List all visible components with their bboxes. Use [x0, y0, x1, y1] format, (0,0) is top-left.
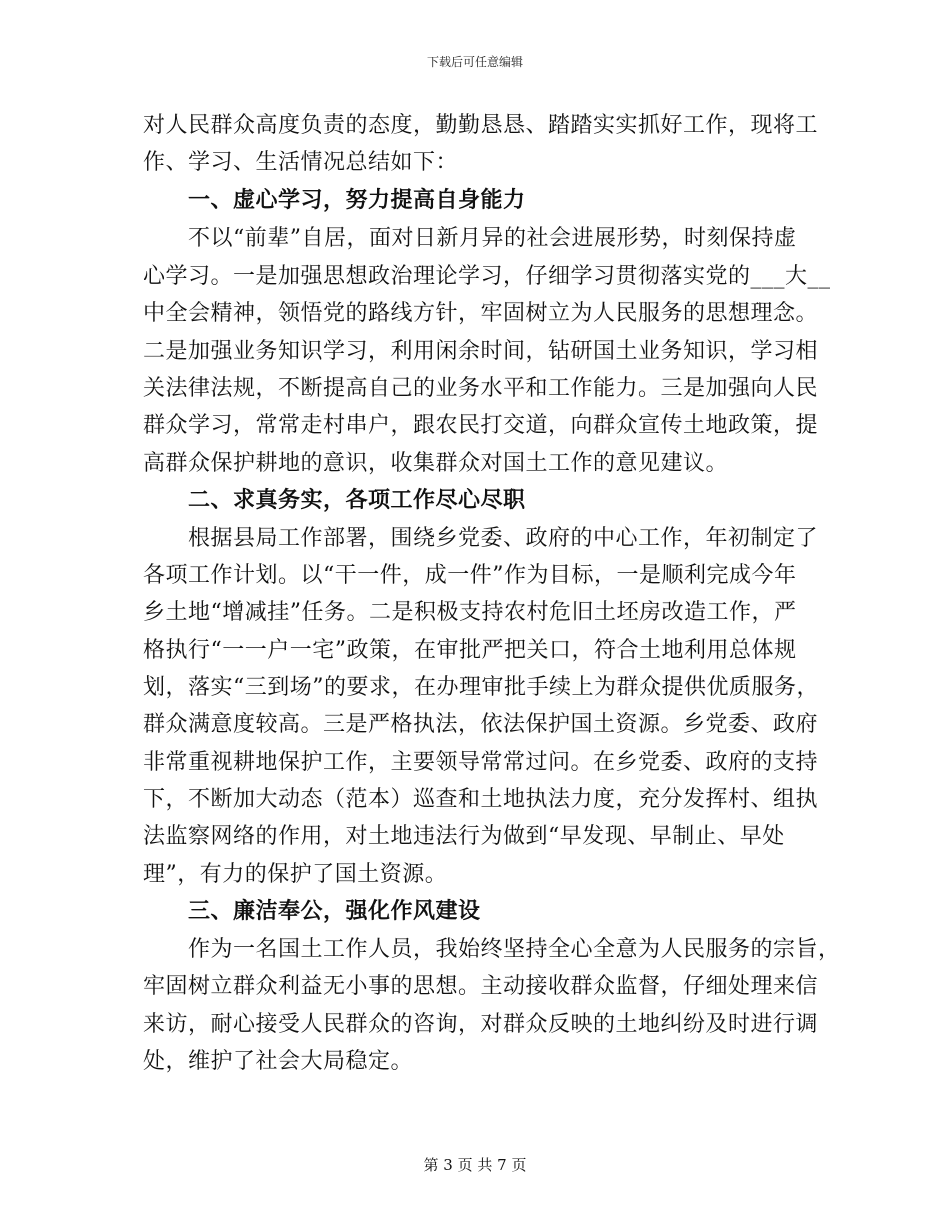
page-footer: 第 3 页 共 7 页	[423, 1156, 527, 1174]
body-line: 对人民群众高度负责的态度，勤勤恳恳、踏踏实实抓好工作，现将工	[143, 113, 819, 138]
body-line: 群众学习，常常走村串户，跟农民打交道，向群众宣传土地政策，提	[143, 413, 819, 438]
body-line: 划，落实“三到场”的要求，在办理审批手续上为群众提供优质服务，	[143, 675, 819, 700]
body-line: 高群众保护耕地的意识，收集群众对国土工作的意见建议。	[143, 451, 729, 476]
body-line: 群众满意度较高。三是严格执法，依法保护国土资源。乡党委、政府	[143, 712, 819, 737]
body-line: 格执行“一一户一宅”政策，在审批严把关口，符合土地利用总体规	[143, 638, 797, 663]
section-heading: 三、廉洁奉公，强化作风建设	[188, 899, 481, 924]
page-header: 下载后可任意编辑	[426, 55, 523, 69]
body-line: 理”，有力的保护了国土资源。	[143, 862, 448, 887]
section-heading: 一、虚心学习，努力提高自身能力	[188, 188, 526, 213]
body-line: 各项工作计划。以“干一件，成一件”作为目标，一是顺利完成今年	[143, 563, 797, 588]
body-line: 牢固树立群众利益无小事的思想。主动接收群众监督，仔细处理来信	[143, 974, 819, 999]
body-line: 关法律法规，不断提高自己的业务水平和工作能力。三是加强向人民	[143, 376, 819, 401]
body-line: 心学习。一是加强思想政治理论学习，仔细学习贯彻落实党的___大__	[143, 264, 831, 289]
body-line: 处，维护了社会大局稳定。	[143, 1049, 414, 1074]
section-heading: 二、求真务实，各项工作尽心尽职	[188, 488, 526, 513]
body-line: 下，不断加大动态（范本）巡查和土地执法力度，充分发挥村、组执	[143, 787, 819, 812]
body-line: 根据县局工作部署，围绕乡党委、政府的中心工作，年初制定了	[188, 526, 819, 551]
body-line: 作为一名国土工作人员，我始终坚持全心全意为人民服务的宗旨，	[188, 937, 841, 962]
body-line: 不以“前辈”自居，面对日新月异的社会进展形势，时刻保持虚	[188, 226, 797, 251]
body-line: 法监察网络的作用，对土地违法行为做到“早发现、早制止、早处	[143, 824, 785, 849]
body-line: 非常重视耕地保护工作，主要领导常常过问。在乡党委、政府的支持	[143, 750, 819, 775]
body-line: 中全会精神，领悟党的路线方针，牢固树立为人民服务的思想理念。	[143, 301, 819, 326]
body-line: 作、学习、生活情况总结如下：	[143, 150, 459, 175]
body-line: 二是加强业务知识学习，利用闲余时间，钻研国土业务知识，学习相	[143, 339, 819, 364]
body-line: 来访，耐心接受人民群众的咨询，对群众反映的土地纠纷及时进行调	[143, 1012, 819, 1037]
body-line: 乡土地“增减挂”任务。二是积极支持农村危旧土坯房改造工作，严	[143, 600, 797, 625]
